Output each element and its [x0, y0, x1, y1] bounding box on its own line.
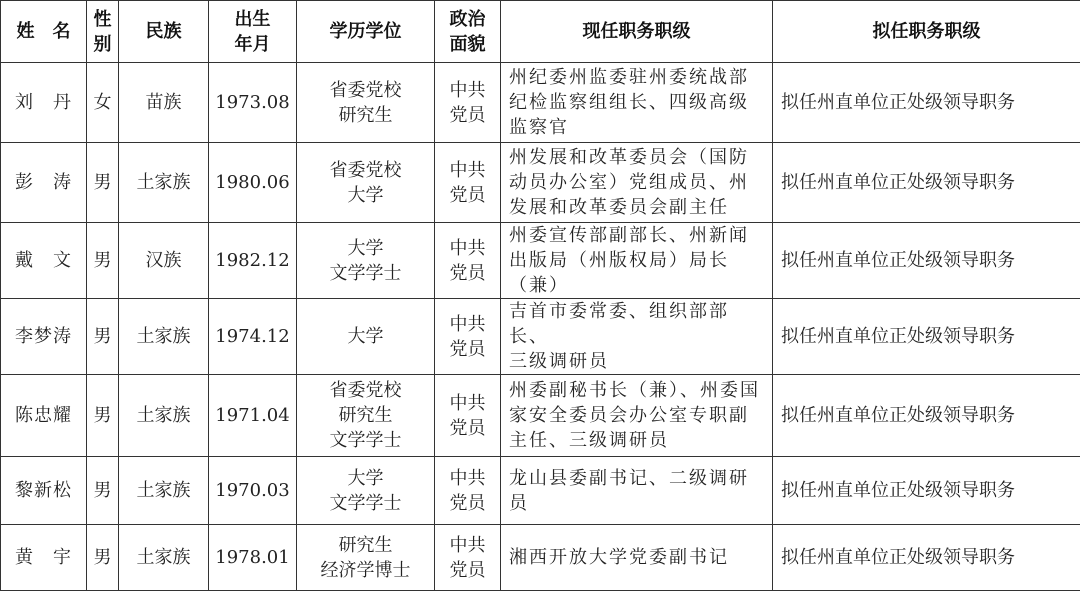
name-cell: 黄 宇	[1, 525, 87, 591]
education-cell-line: 省委党校	[301, 378, 430, 403]
current-position-cell-line: 监察官	[509, 115, 768, 140]
current-position-cell-line: 发展和改革委员会副主任	[509, 195, 768, 220]
education-cell-line: 研究生	[301, 533, 430, 558]
header-gender	[87, 1, 119, 63]
header-gender-line: 性	[91, 7, 114, 32]
table-row	[1, 63, 1080, 143]
politics-cell-line: 中共	[439, 391, 496, 416]
education-cell	[297, 299, 435, 375]
gender-cell: 男	[87, 457, 119, 525]
header-gender-line: 别	[91, 32, 114, 57]
politics-cell	[435, 525, 501, 591]
proposed-position-cell: 拟任州直单位正处级领导职务	[773, 525, 1080, 591]
header-name: 姓 名	[1, 1, 87, 63]
current-position-cell-line: 动员办公室）党组成员、州	[509, 170, 768, 195]
gender-cell: 男	[87, 525, 119, 591]
education-cell-line: 文学学士	[301, 261, 430, 286]
birth-cell: 1974.12	[209, 299, 297, 375]
table-row	[1, 375, 1080, 457]
politics-cell-line: 党员	[439, 416, 496, 441]
ethnicity-cell: 土家族	[119, 457, 209, 525]
birth-cell: 1971.04	[209, 375, 297, 457]
table-row	[1, 143, 1080, 223]
current-position-cell	[501, 63, 773, 143]
header-education: 学历学位	[297, 1, 435, 63]
gender-cell: 女	[87, 63, 119, 143]
politics-cell	[435, 63, 501, 143]
politics-cell-line: 党员	[439, 491, 496, 516]
politics-cell-line: 党员	[439, 183, 496, 208]
header-row	[1, 1, 1080, 63]
table-row	[1, 525, 1080, 591]
birth-cell: 1982.12	[209, 223, 297, 299]
table-row	[1, 299, 1080, 375]
education-cell-line: 经济学博士	[301, 558, 430, 583]
header-current-position: 现任职务职级	[501, 1, 773, 63]
current-position-cell-line: 州纪委州监委驻州委统战部	[509, 65, 768, 90]
name-cell: 陈忠耀	[1, 375, 87, 457]
table-row	[1, 223, 1080, 299]
politics-cell-line: 中共	[439, 236, 496, 261]
politics-cell-line: 党员	[439, 337, 496, 362]
current-position-cell	[501, 525, 773, 591]
education-cell-line: 研究生	[301, 103, 430, 128]
politics-cell-line: 党员	[439, 103, 496, 128]
current-position-cell-line: 州委副秘书长（兼）、州委国	[509, 378, 768, 403]
proposed-position-cell: 拟任州直单位正处级领导职务	[773, 299, 1080, 375]
gender-cell: 男	[87, 299, 119, 375]
header-birth	[209, 1, 297, 63]
current-position-cell	[501, 457, 773, 525]
name-cell: 李梦涛	[1, 299, 87, 375]
header-proposed-position: 拟任职务职级	[773, 1, 1080, 63]
politics-cell-line: 中共	[439, 533, 496, 558]
politics-cell	[435, 457, 501, 525]
current-position-cell-line: 湘西开放大学党委副书记	[509, 545, 768, 570]
name-cell: 戴 文	[1, 223, 87, 299]
current-position-cell	[501, 299, 773, 375]
politics-cell	[435, 375, 501, 457]
politics-cell-line: 中共	[439, 158, 496, 183]
education-cell-line: 大学	[301, 466, 430, 491]
ethnicity-cell: 土家族	[119, 375, 209, 457]
current-position-cell-line: 纪检监察组组长、四级高级	[509, 90, 768, 115]
proposed-position-cell: 拟任州直单位正处级领导职务	[773, 63, 1080, 143]
proposed-position-cell: 拟任州直单位正处级领导职务	[773, 375, 1080, 457]
ethnicity-cell: 土家族	[119, 525, 209, 591]
header-birth-line: 年月	[213, 32, 292, 57]
header-ethnicity: 民族	[119, 1, 209, 63]
education-cell-line: 大学	[301, 183, 430, 208]
education-cell-line: 文学学士	[301, 491, 430, 516]
table-row	[1, 457, 1080, 525]
education-cell	[297, 375, 435, 457]
proposed-position-cell: 拟任州直单位正处级领导职务	[773, 457, 1080, 525]
name-cell: 刘 丹	[1, 63, 87, 143]
education-cell-line: 省委党校	[301, 158, 430, 183]
header-politics	[435, 1, 501, 63]
education-cell-line: 研究生	[301, 403, 430, 428]
proposed-position-cell: 拟任州直单位正处级领导职务	[773, 223, 1080, 299]
gender-cell: 男	[87, 375, 119, 457]
name-cell: 彭 涛	[1, 143, 87, 223]
current-position-cell-line: 龙山县委副书记、二级调研	[509, 466, 768, 491]
ethnicity-cell: 土家族	[119, 299, 209, 375]
header-politics-line: 面貌	[439, 32, 496, 57]
education-cell-line: 文学学士	[301, 428, 430, 453]
current-position-cell-line: 三级调研员	[509, 349, 768, 374]
current-position-cell	[501, 375, 773, 457]
current-position-cell-line: 主任、三级调研员	[509, 428, 768, 453]
politics-cell	[435, 299, 501, 375]
education-cell-line: 大学	[301, 324, 430, 349]
education-cell	[297, 223, 435, 299]
politics-cell-line: 中共	[439, 312, 496, 337]
birth-cell: 1973.08	[209, 63, 297, 143]
header-politics-line: 政治	[439, 7, 496, 32]
education-cell-line: 大学	[301, 236, 430, 261]
proposed-position-cell: 拟任州直单位正处级领导职务	[773, 143, 1080, 223]
ethnicity-cell: 苗族	[119, 63, 209, 143]
politics-cell-line: 中共	[439, 466, 496, 491]
current-position-cell-line: 吉首市委常委、组织部部长、	[509, 299, 768, 349]
politics-cell	[435, 143, 501, 223]
table-body	[1, 63, 1080, 591]
education-cell	[297, 143, 435, 223]
education-cell	[297, 525, 435, 591]
education-cell	[297, 457, 435, 525]
education-cell	[297, 63, 435, 143]
education-cell-line: 省委党校	[301, 78, 430, 103]
politics-cell-line: 党员	[439, 558, 496, 583]
birth-cell: 1980.06	[209, 143, 297, 223]
politics-cell-line: 党员	[439, 261, 496, 286]
gender-cell: 男	[87, 143, 119, 223]
current-position-cell-line: 出版局（州版权局）局长（兼）	[509, 248, 768, 298]
current-position-cell	[501, 143, 773, 223]
name-cell: 黎新松	[1, 457, 87, 525]
ethnicity-cell: 汉族	[119, 223, 209, 299]
current-position-cell-line: 州委宣传部副部长、州新闻	[509, 223, 768, 248]
gender-cell: 男	[87, 223, 119, 299]
ethnicity-cell: 土家族	[119, 143, 209, 223]
birth-cell: 1970.03	[209, 457, 297, 525]
current-position-cell	[501, 223, 773, 299]
header-birth-line: 出生	[213, 7, 292, 32]
current-position-cell-line: 州发展和改革委员会（国防	[509, 145, 768, 170]
politics-cell	[435, 223, 501, 299]
politics-cell-line: 中共	[439, 78, 496, 103]
current-position-cell-line: 家安全委员会办公室专职副	[509, 403, 768, 428]
birth-cell: 1978.01	[209, 525, 297, 591]
current-position-cell-line: 员	[509, 491, 768, 516]
